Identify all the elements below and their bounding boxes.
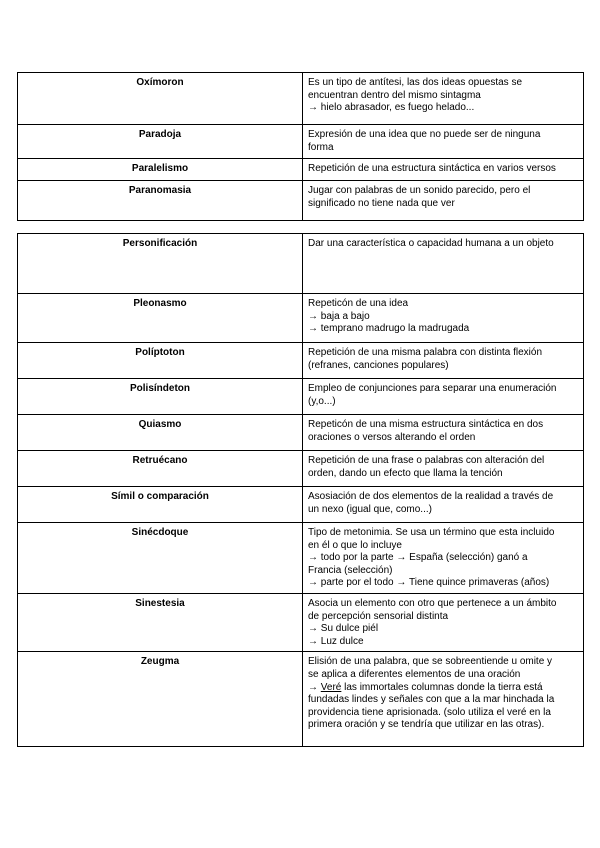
term-sinestesia: Sinestesia (18, 593, 303, 651)
table-row (18, 343, 584, 379)
definition-oximoron (303, 73, 584, 125)
table-row (18, 652, 584, 747)
figures-table-2 (17, 233, 584, 747)
definition-line: → Luz dulce (308, 635, 364, 647)
table-row (18, 487, 584, 523)
definition-line: Jugar con palabras de un sonido parecido, pero el (308, 185, 531, 196)
definition-line: Francia (selección) (308, 564, 393, 576)
definition-line: Dar una característica o capacidad humana a un objeto (308, 238, 554, 249)
term-paradoja: Paradoja (18, 125, 303, 159)
definition-line: Es un tipo de antítesi, las dos ideas opuestas se (308, 77, 523, 88)
table-row (18, 451, 584, 487)
definition-line: en él o que lo incluye (308, 539, 402, 551)
definition-line: → hielo abrasador, es fuego helado... (308, 102, 475, 114)
definition-paralelismo (303, 159, 584, 181)
definition-line: Repeticón de una misma estructura sintáctica en dos (308, 419, 544, 430)
definition-sinestesia (303, 593, 584, 651)
term-zeugma: Zeugma (18, 652, 303, 747)
definition-line: Elisión de una palabra, que se sobreentiende u omite y (308, 656, 553, 668)
definition-sinecdoque (303, 523, 584, 594)
definition-line: Repetición de una misma palabra con distinta flexión (308, 347, 543, 358)
definition-line: fundadas lindes y señales con que a la mar hinchada la (308, 694, 555, 706)
table-row (18, 379, 584, 415)
definition-line: Repeticón de una idea (308, 298, 409, 309)
table-row (18, 415, 584, 451)
table-row (18, 234, 584, 294)
definition-line: providencia tiene aprisionada. (solo utiliza el veré en la (308, 706, 551, 718)
definition-line: Tipo de metonimia. Se usa un término que esta incluido (308, 527, 555, 538)
definition-line: Repetición de una frase o palabras con alteración del (308, 455, 545, 466)
definition-line: un nexo (igual que, como...) (308, 503, 432, 515)
table-row (18, 181, 584, 221)
term-paralelismo: Paralelismo (18, 159, 303, 181)
figures-table-1 (17, 72, 584, 221)
definition-line: → Su dulce piél (308, 623, 379, 635)
table-row (18, 593, 584, 651)
term-polisindeton: Polisíndeton (18, 379, 303, 415)
table-row (18, 73, 584, 125)
definition-line: forma (308, 141, 334, 153)
table-row (18, 523, 584, 594)
definition-line: → todo por la parte → España (selección) ganó a (308, 552, 528, 564)
definition-retruecano (303, 451, 584, 487)
definition-line: → Veré las immortales columnas donde la tierra está (308, 681, 543, 693)
definition-poliptoton (303, 343, 584, 379)
definition-line: se aplica a diferentes elementos de una oración (308, 668, 521, 680)
definition-line: orden, dando un efecto que llama la tención (308, 467, 503, 479)
term-paranomasia: Paranomasia (18, 181, 303, 221)
definition-paranomasia (303, 181, 584, 221)
term-poliptoton: Políptoton (18, 343, 303, 379)
definition-line: encuentran dentro del mismo sintagma (308, 89, 481, 101)
definition-line: (y,o...) (308, 395, 336, 407)
definition-quiasmo (303, 415, 584, 451)
definition-line: significado no tiene nada que ver (308, 197, 455, 209)
definition-line: → baja a bajo (308, 310, 370, 322)
definition-line: de percepción sensorial distinta (308, 610, 449, 622)
definition-simil-o-comparacion (303, 487, 584, 523)
term-simil-o-comparacion: Símil o comparación (18, 487, 303, 523)
definition-line: Repetición de una estructura sintáctica en varios versos (308, 163, 556, 174)
definition-pleonasmo (303, 294, 584, 343)
definition-line: (refranes, canciones populares) (308, 359, 449, 371)
term-retruecano: Retruécano (18, 451, 303, 487)
term-personificacion: Personificación (18, 234, 303, 294)
term-pleonasmo: Pleonasmo (18, 294, 303, 343)
definition-line: → parte por el todo → Tiene quince primaveras (años) (308, 577, 550, 589)
definition-line: oraciones o versos alterando el orden (308, 431, 476, 443)
term-sinecdoque: Sinécdoque (18, 523, 303, 594)
definition-line: Expresión de una idea que no puede ser de ninguna (308, 129, 541, 140)
definition-polisindeton (303, 379, 584, 415)
table-row (18, 294, 584, 343)
term-quiasmo: Quiasmo (18, 415, 303, 451)
table-row (18, 159, 584, 181)
definition-line: → temprano madrugo la madrugada (308, 323, 470, 335)
definition-zeugma (303, 652, 584, 747)
definition-line: Asocia un elemento con otro que pertenece a un ámbito (308, 597, 557, 609)
definition-line: primera oración y se tendría que utilizar en las otras). (308, 719, 545, 731)
definition-personificacion (303, 234, 584, 294)
definition-paradoja (303, 125, 584, 159)
definition-line: Asosiación de dos elementos de la realidad a través de (308, 491, 554, 502)
definition-line: Empleo de conjunciones para separar una enumeración (308, 383, 557, 394)
table-row (18, 125, 584, 159)
term-oximoron: Oxímoron (18, 73, 303, 125)
